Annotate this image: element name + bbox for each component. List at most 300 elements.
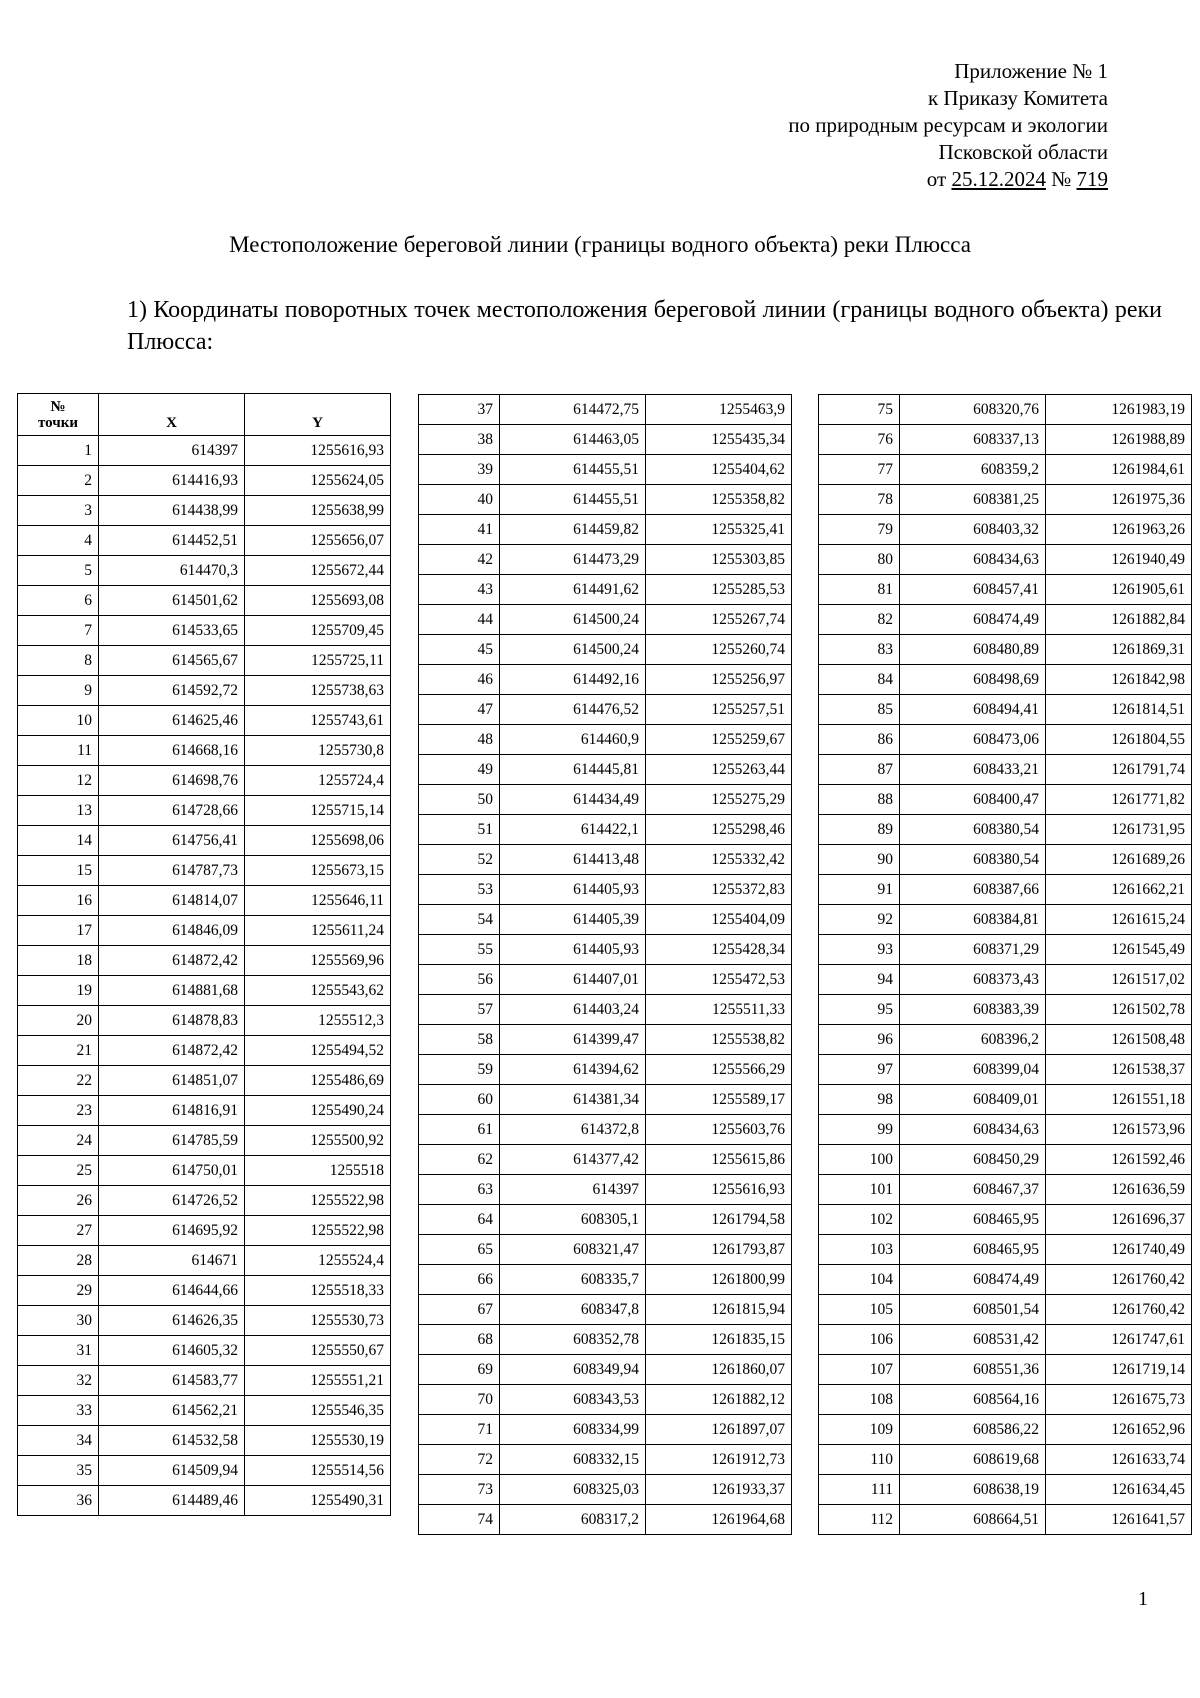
- y-coordinate-cell: 1261634,45: [1046, 1475, 1192, 1505]
- point-number-cell: 9: [18, 676, 99, 706]
- point-number-cell: 43: [419, 575, 500, 605]
- x-coordinate-cell: 608349,94: [500, 1355, 646, 1385]
- y-coordinate-cell: 1261794,58: [646, 1205, 792, 1235]
- x-coordinate-cell: 614846,09: [99, 916, 245, 946]
- coordinates-table-1: [17, 393, 391, 1516]
- x-coordinate-cell: 614472,75: [500, 395, 646, 425]
- point-number-cell: 42: [419, 545, 500, 575]
- table-row: [18, 766, 391, 796]
- table-row: [419, 845, 792, 875]
- x-coordinate-cell: 614501,62: [99, 586, 245, 616]
- point-number-cell: 107: [819, 1355, 900, 1385]
- table-row: [419, 785, 792, 815]
- y-coordinate-cell: 1261983,19: [1046, 395, 1192, 425]
- y-coordinate-cell: 1255511,33: [646, 995, 792, 1025]
- header-num-word: точки: [37, 414, 79, 431]
- y-coordinate-cell: 1261897,07: [646, 1415, 792, 1445]
- y-coordinate-cell: 1255263,44: [646, 755, 792, 785]
- table-row: [819, 515, 1192, 545]
- x-coordinate-cell: 608457,41: [900, 575, 1046, 605]
- x-coordinate-cell: 614726,52: [99, 1186, 245, 1216]
- x-coordinate-cell: 608434,63: [900, 545, 1046, 575]
- point-number-cell: 111: [819, 1475, 900, 1505]
- point-number-cell: 28: [18, 1246, 99, 1276]
- point-number-cell: 94: [819, 965, 900, 995]
- x-coordinate-cell: 614583,77: [99, 1366, 245, 1396]
- table-row: [18, 826, 391, 856]
- point-number-cell: 19: [18, 976, 99, 1006]
- x-coordinate-cell: 608325,03: [500, 1475, 646, 1505]
- y-coordinate-cell: 1255543,62: [245, 976, 391, 1006]
- point-number-cell: 15: [18, 856, 99, 886]
- x-coordinate-cell: 614399,47: [500, 1025, 646, 1055]
- point-number-cell: 8: [18, 646, 99, 676]
- y-coordinate-cell: 1261760,42: [1046, 1295, 1192, 1325]
- x-coordinate-cell: 614816,91: [99, 1096, 245, 1126]
- point-number-cell: 98: [819, 1085, 900, 1115]
- table-row: [18, 1006, 391, 1036]
- y-coordinate-cell: 1255638,99: [245, 496, 391, 526]
- table-row: [419, 1265, 792, 1295]
- table-row: [419, 1355, 792, 1385]
- x-coordinate-cell: 614728,66: [99, 796, 245, 826]
- table-row: [18, 526, 391, 556]
- point-number-cell: 31: [18, 1336, 99, 1366]
- y-coordinate-cell: 1261719,14: [1046, 1355, 1192, 1385]
- x-coordinate-cell: 614403,24: [500, 995, 646, 1025]
- x-coordinate-cell: 608501,54: [900, 1295, 1046, 1325]
- point-number-cell: 41: [419, 515, 500, 545]
- y-coordinate-cell: 1261508,48: [1046, 1025, 1192, 1055]
- point-number-cell: 59: [419, 1055, 500, 1085]
- point-number-cell: 45: [419, 635, 500, 665]
- x-coordinate-cell: 608551,36: [900, 1355, 1046, 1385]
- table-row: [18, 1486, 391, 1516]
- y-coordinate-cell: 1255715,14: [245, 796, 391, 826]
- point-number-cell: 12: [18, 766, 99, 796]
- y-coordinate-cell: 1255616,93: [646, 1175, 792, 1205]
- x-coordinate-cell: 608474,49: [900, 605, 1046, 635]
- point-number-cell: 35: [18, 1456, 99, 1486]
- y-coordinate-cell: 1255530,73: [245, 1306, 391, 1336]
- x-coordinate-cell: 614381,34: [500, 1085, 646, 1115]
- point-number-cell: 101: [819, 1175, 900, 1205]
- table-row: [419, 755, 792, 785]
- table-row: [819, 455, 1192, 485]
- point-number-cell: 36: [18, 1486, 99, 1516]
- x-coordinate-cell: 614460,9: [500, 725, 646, 755]
- table-row: [419, 1295, 792, 1325]
- x-coordinate-cell: 608380,54: [900, 815, 1046, 845]
- x-coordinate-cell: 608409,01: [900, 1085, 1046, 1115]
- x-coordinate-cell: 608380,54: [900, 845, 1046, 875]
- point-number-cell: 82: [819, 605, 900, 635]
- x-coordinate-cell: 608586,22: [900, 1415, 1046, 1445]
- table-row: [819, 1175, 1192, 1205]
- table-row: [819, 1325, 1192, 1355]
- x-coordinate-cell: 614872,42: [99, 946, 245, 976]
- point-number-cell: 51: [419, 815, 500, 845]
- table-row: [419, 1385, 792, 1415]
- x-coordinate-cell: 608531,42: [900, 1325, 1046, 1355]
- point-number-cell: 32: [18, 1366, 99, 1396]
- x-coordinate-cell: 614445,81: [500, 755, 646, 785]
- point-number-cell: 37: [419, 395, 500, 425]
- point-number-cell: 3: [18, 496, 99, 526]
- table-row: [18, 436, 391, 466]
- x-coordinate-cell: 608450,29: [900, 1145, 1046, 1175]
- y-coordinate-cell: 1261933,37: [646, 1475, 792, 1505]
- x-coordinate-cell: 614438,99: [99, 496, 245, 526]
- table-row: [419, 1475, 792, 1505]
- table-row: [819, 1055, 1192, 1085]
- y-coordinate-cell: 1255435,34: [646, 425, 792, 455]
- y-coordinate-cell: 1255463,9: [646, 395, 792, 425]
- point-number-cell: 110: [819, 1445, 900, 1475]
- x-coordinate-cell: 614463,05: [500, 425, 646, 455]
- table-row: [18, 916, 391, 946]
- point-number-cell: 39: [419, 455, 500, 485]
- point-number-cell: 100: [819, 1145, 900, 1175]
- y-coordinate-cell: 1255698,06: [245, 826, 391, 856]
- point-number-cell: 112: [819, 1505, 900, 1535]
- table-row: [18, 736, 391, 766]
- y-coordinate-cell: 1261771,82: [1046, 785, 1192, 815]
- point-number-cell: 70: [419, 1385, 500, 1415]
- document-header: [608, 58, 1108, 193]
- y-coordinate-cell: 1255285,53: [646, 575, 792, 605]
- point-number-cell: 69: [419, 1355, 500, 1385]
- table-row: [18, 646, 391, 676]
- point-number-cell: 103: [819, 1235, 900, 1265]
- point-number-cell: 50: [419, 785, 500, 815]
- coordinates-table-2: [418, 394, 792, 1535]
- table-row: [419, 905, 792, 935]
- x-coordinate-cell: 608347,8: [500, 1295, 646, 1325]
- x-coordinate-cell: 614500,24: [500, 605, 646, 635]
- y-coordinate-cell: 1255514,56: [245, 1456, 391, 1486]
- x-coordinate-cell: 614625,46: [99, 706, 245, 736]
- y-coordinate-cell: 1255522,98: [245, 1186, 391, 1216]
- page-number: 1: [1138, 1588, 1148, 1610]
- table-row: [419, 1145, 792, 1175]
- point-number-cell: 21: [18, 1036, 99, 1066]
- point-number-cell: 109: [819, 1415, 900, 1445]
- table-row: [18, 1186, 391, 1216]
- point-number-cell: 88: [819, 785, 900, 815]
- header-order: к Приказу Комитета: [927, 86, 1108, 110]
- y-coordinate-cell: 1255672,44: [245, 556, 391, 586]
- x-coordinate-cell: 608317,2: [500, 1505, 646, 1535]
- y-coordinate-cell: 1255615,86: [646, 1145, 792, 1175]
- x-coordinate-cell: 614605,32: [99, 1336, 245, 1366]
- point-number-cell: 65: [419, 1235, 500, 1265]
- point-number-cell: 106: [819, 1325, 900, 1355]
- table-row: [819, 845, 1192, 875]
- x-coordinate-cell: 608399,04: [900, 1055, 1046, 1085]
- x-coordinate-cell: 614405,39: [500, 905, 646, 935]
- x-coordinate-cell: 608343,53: [500, 1385, 646, 1415]
- x-coordinate-cell: 614476,52: [500, 695, 646, 725]
- x-coordinate-cell: 614492,16: [500, 665, 646, 695]
- x-coordinate-cell: 614455,51: [500, 455, 646, 485]
- point-number-cell: 55: [419, 935, 500, 965]
- y-coordinate-cell: 1261793,87: [646, 1235, 792, 1265]
- point-number-cell: 16: [18, 886, 99, 916]
- table-row: [819, 905, 1192, 935]
- table-row: [18, 1276, 391, 1306]
- table-row: [419, 545, 792, 575]
- table-row: [819, 1355, 1192, 1385]
- x-coordinate-cell: 614851,07: [99, 1066, 245, 1096]
- table-row: [419, 875, 792, 905]
- x-coordinate-cell: 614407,01: [500, 965, 646, 995]
- y-coordinate-cell: 1255730,8: [245, 736, 391, 766]
- table-row: [419, 1505, 792, 1535]
- x-coordinate-cell: 614405,93: [500, 875, 646, 905]
- table-row: [819, 1205, 1192, 1235]
- table-row: [419, 575, 792, 605]
- y-coordinate-cell: 1255551,21: [245, 1366, 391, 1396]
- y-coordinate-cell: 1255524,4: [245, 1246, 391, 1276]
- x-coordinate-cell: 614814,07: [99, 886, 245, 916]
- point-number-cell: 72: [419, 1445, 500, 1475]
- point-number-cell: 17: [18, 916, 99, 946]
- x-coordinate-cell: 608498,69: [900, 665, 1046, 695]
- x-coordinate-cell: 608480,89: [900, 635, 1046, 665]
- point-number-cell: 14: [18, 826, 99, 856]
- point-number-cell: 27: [18, 1216, 99, 1246]
- table-row: [18, 886, 391, 916]
- table-row: [819, 1265, 1192, 1295]
- y-coordinate-cell: 1255259,67: [646, 725, 792, 755]
- x-coordinate-cell: 614872,42: [99, 1036, 245, 1066]
- header-from: от: [926, 167, 947, 191]
- x-coordinate-cell: 608373,43: [900, 965, 1046, 995]
- x-coordinate-cell: 608320,76: [900, 395, 1046, 425]
- point-number-cell: 92: [819, 905, 900, 935]
- x-coordinate-cell: 608494,41: [900, 695, 1046, 725]
- x-coordinate-cell: 608403,32: [900, 515, 1046, 545]
- x-coordinate-cell: 608384,81: [900, 905, 1046, 935]
- y-coordinate-cell: 1255616,93: [245, 436, 391, 466]
- table-row: [419, 725, 792, 755]
- y-coordinate-cell: 1261517,02: [1046, 965, 1192, 995]
- table-row: [819, 1085, 1192, 1115]
- point-number-cell: 54: [419, 905, 500, 935]
- point-number-cell: 24: [18, 1126, 99, 1156]
- y-coordinate-cell: 1261696,37: [1046, 1205, 1192, 1235]
- point-number-cell: 47: [419, 695, 500, 725]
- y-coordinate-cell: 1261912,73: [646, 1445, 792, 1475]
- point-number-cell: 60: [419, 1085, 500, 1115]
- y-coordinate-cell: 1255257,51: [646, 695, 792, 725]
- table-row: [419, 455, 792, 485]
- y-coordinate-cell: 1255486,69: [245, 1066, 391, 1096]
- y-coordinate-cell: 1261800,99: [646, 1265, 792, 1295]
- table-row: [18, 1096, 391, 1126]
- y-coordinate-cell: 1255332,42: [646, 845, 792, 875]
- x-coordinate-cell: 614422,1: [500, 815, 646, 845]
- point-number-cell: 52: [419, 845, 500, 875]
- table-row: [819, 935, 1192, 965]
- header-point-number: [18, 394, 99, 436]
- table-row: [18, 496, 391, 526]
- table-row: [819, 725, 1192, 755]
- header-x: X: [99, 394, 245, 436]
- x-coordinate-cell: 608467,37: [900, 1175, 1046, 1205]
- y-coordinate-cell: 1261869,31: [1046, 635, 1192, 665]
- x-coordinate-cell: 614509,94: [99, 1456, 245, 1486]
- point-number-cell: 93: [819, 935, 900, 965]
- table-row: [419, 1085, 792, 1115]
- point-number-cell: 68: [419, 1325, 500, 1355]
- y-coordinate-cell: 1261636,59: [1046, 1175, 1192, 1205]
- x-coordinate-cell: 614452,51: [99, 526, 245, 556]
- table-row: [419, 1115, 792, 1145]
- x-coordinate-cell: 608335,7: [500, 1265, 646, 1295]
- point-number-cell: 86: [819, 725, 900, 755]
- x-coordinate-cell: 608465,95: [900, 1205, 1046, 1235]
- point-number-cell: 18: [18, 946, 99, 976]
- y-coordinate-cell: 1255472,53: [646, 965, 792, 995]
- point-number-cell: 64: [419, 1205, 500, 1235]
- y-coordinate-cell: 1255611,24: [245, 916, 391, 946]
- y-coordinate-cell: 1255538,82: [646, 1025, 792, 1055]
- point-number-cell: 84: [819, 665, 900, 695]
- table-row: [419, 995, 792, 1025]
- x-coordinate-cell: 614533,65: [99, 616, 245, 646]
- y-coordinate-cell: 1255494,52: [245, 1036, 391, 1066]
- point-number-cell: 30: [18, 1306, 99, 1336]
- x-coordinate-cell: 614668,16: [99, 736, 245, 766]
- point-number-cell: 61: [419, 1115, 500, 1145]
- table-row: [18, 1156, 391, 1186]
- point-number-cell: 40: [419, 485, 500, 515]
- table-row: [18, 1246, 391, 1276]
- point-number-cell: 13: [18, 796, 99, 826]
- point-number-cell: 85: [819, 695, 900, 725]
- point-number-cell: 97: [819, 1055, 900, 1085]
- x-coordinate-cell: 614878,83: [99, 1006, 245, 1036]
- table-row: [419, 1205, 792, 1235]
- x-coordinate-cell: 608321,47: [500, 1235, 646, 1265]
- table-row: [419, 665, 792, 695]
- x-coordinate-cell: 608305,1: [500, 1205, 646, 1235]
- x-coordinate-cell: 614626,35: [99, 1306, 245, 1336]
- table-row: [18, 706, 391, 736]
- table-row: [419, 635, 792, 665]
- point-number-cell: 10: [18, 706, 99, 736]
- point-number-cell: 1: [18, 436, 99, 466]
- x-coordinate-cell: 608352,78: [500, 1325, 646, 1355]
- point-number-cell: 7: [18, 616, 99, 646]
- point-number-cell: 67: [419, 1295, 500, 1325]
- x-coordinate-cell: 614592,72: [99, 676, 245, 706]
- y-coordinate-cell: 1261538,37: [1046, 1055, 1192, 1085]
- x-coordinate-cell: 614413,48: [500, 845, 646, 875]
- y-coordinate-cell: 1255267,74: [646, 605, 792, 635]
- y-coordinate-cell: 1261633,74: [1046, 1445, 1192, 1475]
- header-date-line: [608, 166, 1108, 193]
- point-number-cell: 44: [419, 605, 500, 635]
- header-region: Псковской области: [938, 140, 1108, 164]
- y-coordinate-cell: 1255298,46: [646, 815, 792, 845]
- y-coordinate-cell: 1255569,96: [245, 946, 391, 976]
- table-row: [419, 605, 792, 635]
- table-row: [18, 1456, 391, 1486]
- point-number-cell: 71: [419, 1415, 500, 1445]
- point-number-cell: 4: [18, 526, 99, 556]
- table-row: [419, 515, 792, 545]
- y-coordinate-cell: 1255546,35: [245, 1396, 391, 1426]
- y-coordinate-cell: 1255589,17: [646, 1085, 792, 1115]
- y-coordinate-cell: 1261731,95: [1046, 815, 1192, 845]
- coordinates-table-3: [818, 394, 1192, 1535]
- y-coordinate-cell: 1255656,07: [245, 526, 391, 556]
- y-coordinate-cell: 1255260,74: [646, 635, 792, 665]
- y-coordinate-cell: 1255530,19: [245, 1426, 391, 1456]
- point-number-cell: 23: [18, 1096, 99, 1126]
- y-coordinate-cell: 1255325,41: [646, 515, 792, 545]
- point-number-cell: 38: [419, 425, 500, 455]
- table-row: [819, 995, 1192, 1025]
- table-row: [819, 785, 1192, 815]
- point-number-cell: 104: [819, 1265, 900, 1295]
- y-coordinate-cell: 1261573,96: [1046, 1115, 1192, 1145]
- table-row: [819, 1025, 1192, 1055]
- point-number-cell: 66: [419, 1265, 500, 1295]
- y-coordinate-cell: 1261988,89: [1046, 425, 1192, 455]
- y-coordinate-cell: 1255724,4: [245, 766, 391, 796]
- y-coordinate-cell: 1255624,05: [245, 466, 391, 496]
- table-row: [18, 466, 391, 496]
- header-committee: по природным ресурсам и экологии: [788, 113, 1108, 137]
- x-coordinate-cell: 614397: [99, 436, 245, 466]
- x-coordinate-cell: 614491,62: [500, 575, 646, 605]
- table-row: [819, 1505, 1192, 1535]
- table-row: [18, 586, 391, 616]
- x-coordinate-cell: 608474,49: [900, 1265, 1046, 1295]
- table-row: [819, 545, 1192, 575]
- point-number-cell: 49: [419, 755, 500, 785]
- table-row: [819, 965, 1192, 995]
- x-coordinate-cell: 614562,21: [99, 1396, 245, 1426]
- y-coordinate-cell: 1261964,68: [646, 1505, 792, 1535]
- point-number-cell: 91: [819, 875, 900, 905]
- y-coordinate-cell: 1261502,78: [1046, 995, 1192, 1025]
- y-coordinate-cell: 1255428,34: [646, 935, 792, 965]
- point-number-cell: 20: [18, 1006, 99, 1036]
- table-row: [819, 1475, 1192, 1505]
- y-coordinate-cell: 1261940,49: [1046, 545, 1192, 575]
- point-number-cell: 25: [18, 1156, 99, 1186]
- x-coordinate-cell: 614785,59: [99, 1126, 245, 1156]
- table-row: [18, 976, 391, 1006]
- table-row: [18, 1036, 391, 1066]
- table-row: [419, 1325, 792, 1355]
- table-row: [18, 556, 391, 586]
- point-number-cell: 2: [18, 466, 99, 496]
- table-row: [819, 695, 1192, 725]
- point-number-cell: 34: [18, 1426, 99, 1456]
- table-row: [419, 425, 792, 455]
- table-row: [419, 965, 792, 995]
- point-number-cell: 83: [819, 635, 900, 665]
- x-coordinate-cell: 614500,24: [500, 635, 646, 665]
- point-number-cell: 46: [419, 665, 500, 695]
- table-row: [819, 755, 1192, 785]
